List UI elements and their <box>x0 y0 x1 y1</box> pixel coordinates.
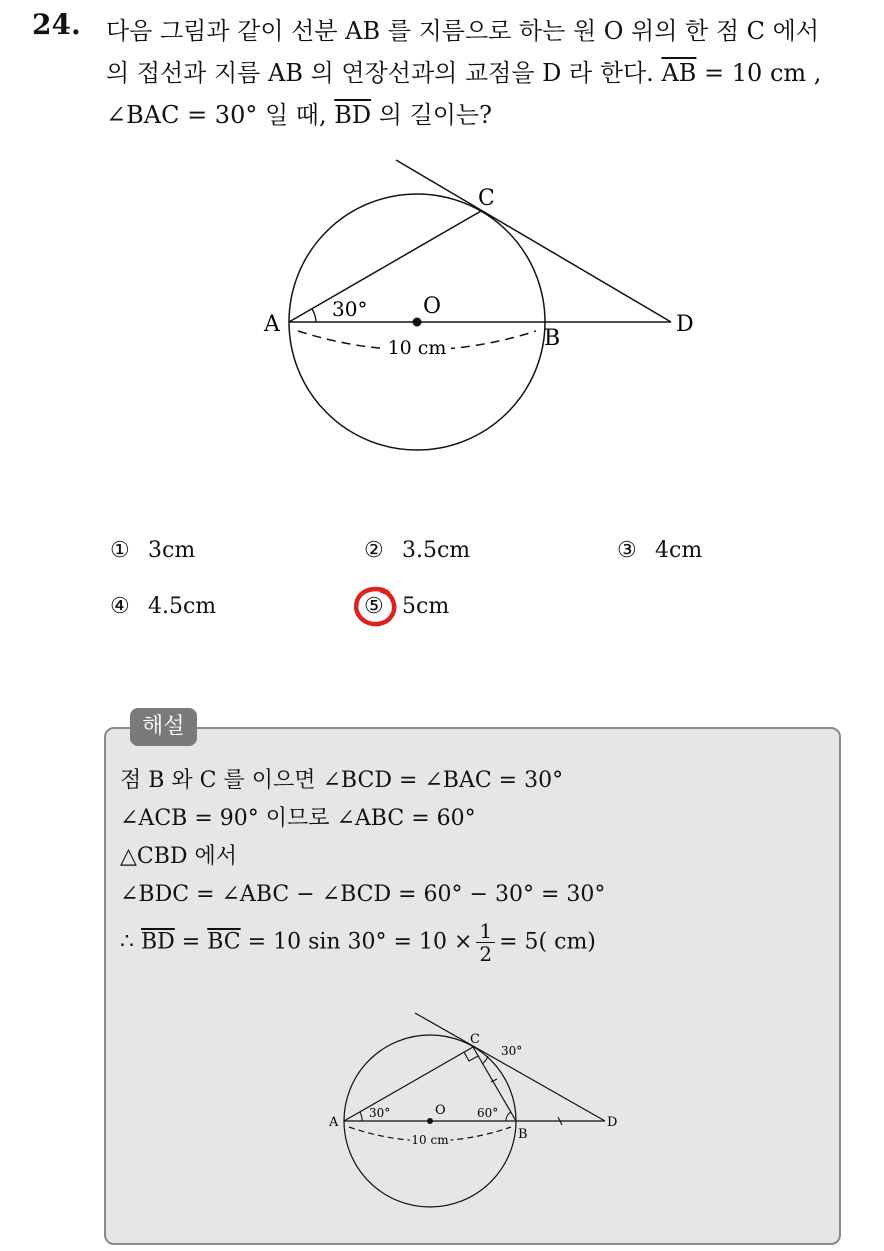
choice-3[interactable] <box>617 538 702 563</box>
solution-figure <box>325 1010 635 1230</box>
fraction-numerator: 1 <box>476 920 495 943</box>
chord-ac <box>289 211 481 322</box>
fraction-one-half <box>476 920 495 965</box>
question-line-2-post: = 10 cm , <box>696 59 822 87</box>
angle-a-label: 30° <box>369 1106 391 1120</box>
question-figure <box>250 155 710 465</box>
angle-label: 30° <box>332 297 368 321</box>
answer-circle-mark <box>352 585 400 629</box>
choice-4[interactable] <box>110 594 216 619</box>
question-line-3-post: 의 길이는? <box>371 101 492 129</box>
angle-c-label: 30° <box>501 1044 523 1058</box>
equals-sign: = <box>174 929 208 955</box>
chord-ac-small <box>344 1047 473 1121</box>
question-line-3 <box>106 94 866 136</box>
choice-4-number: ④ <box>110 594 130 619</box>
fraction-denominator: 2 <box>479 942 493 966</box>
center-dot <box>413 318 422 327</box>
question-number: 24. <box>32 8 81 41</box>
solution-tag: 해설 <box>130 708 197 746</box>
therefore-sign: ∴ <box>120 929 141 955</box>
solution-text <box>120 762 605 965</box>
label-o: O <box>423 294 442 319</box>
segment-bd: $\overline{BD}$ <box>334 101 372 129</box>
choice-2-number: ② <box>364 538 384 563</box>
label-b: B <box>544 326 561 351</box>
choice-1-number: ① <box>110 538 130 563</box>
label-b-small: B <box>518 1127 528 1142</box>
diameter-label-small: 10 cm <box>411 1133 449 1147</box>
question-line-3-pre: ∠BAC = 30° 일 때, <box>106 101 335 129</box>
label-d: D <box>676 312 694 337</box>
solution-line-2: ∠ACB = 90° 이므로 ∠ABC = 60° <box>120 806 476 831</box>
solution-line-3: △CBD 에서 <box>120 844 238 869</box>
question-line-2-pre: 의 접선과 지름 AB 의 연장선과의 교점을 D 라 한다. <box>106 59 662 87</box>
solution-line-1: 점 B 와 C 를 이으면 ∠BCD = ∠BAC = 30° <box>120 768 564 793</box>
question-text <box>106 10 866 136</box>
choice-1[interactable] <box>110 538 195 563</box>
label-d-small: D <box>607 1115 618 1130</box>
choice-3-number: ③ <box>617 538 637 563</box>
segment-ab: $\overline{AB}$ <box>661 59 697 87</box>
angle-c-arc <box>482 1056 488 1064</box>
label-o-small: O <box>435 1103 446 1118</box>
question-line-1: 다음 그림과 같이 선분 AB 를 지름으로 하는 원 O 위의 한 점 C 에서 <box>106 17 820 45</box>
choice-2[interactable] <box>364 538 470 563</box>
label-a: A <box>264 312 280 337</box>
angle-b-label: 60° <box>477 1106 499 1120</box>
choice-3-text: 4cm <box>655 538 703 563</box>
solution-line-4: ∠BDC = ∠ABC − ∠BCD = 60° − 30° = 30° <box>120 882 606 907</box>
angle-a-arc <box>360 1112 362 1121</box>
label-a-small: A <box>329 1115 339 1130</box>
question-line-2 <box>106 52 866 94</box>
angle-b-arc <box>506 1112 511 1121</box>
choice-2-text: 3.5cm <box>402 538 471 563</box>
segment-bd-solution: $\overline{BD}$ <box>141 929 175 955</box>
solution-line-5 <box>120 920 605 965</box>
solution-line-5-post: = 5( cm) <box>499 929 596 955</box>
choice-1-text: 3cm <box>148 538 196 563</box>
label-c: C <box>478 186 495 211</box>
solution-line-5-mid: = 10 sin 30° = 10 × <box>240 929 473 955</box>
angle-arc <box>312 309 316 322</box>
diameter-label: 10 cm <box>387 337 447 359</box>
choice-4-text: 4.5cm <box>148 594 217 619</box>
label-c-small: C <box>470 1032 480 1047</box>
center-dot-small <box>427 1118 433 1124</box>
right-angle-mark <box>464 1052 478 1061</box>
segment-bc: $\overline{BC}$ <box>207 929 241 955</box>
choice-5-number: ⑤ <box>364 594 384 619</box>
choice-5-text: 5cm <box>402 594 450 619</box>
